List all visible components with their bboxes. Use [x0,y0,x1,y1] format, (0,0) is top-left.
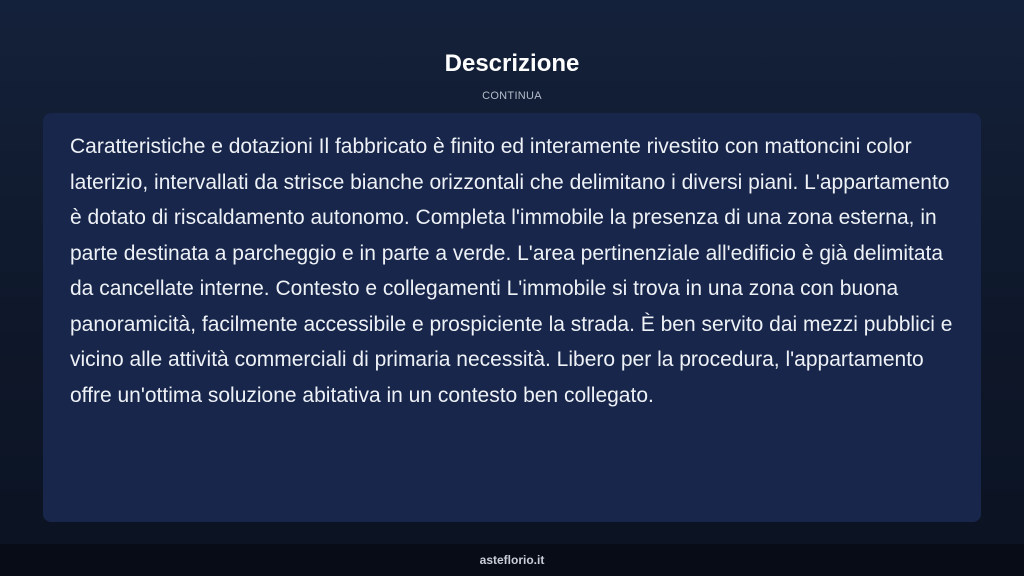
description-card [43,113,981,522]
footer-brand: asteflorio.it [479,553,545,567]
page-title: Descrizione [444,50,580,77]
footer-bar [0,544,1024,576]
continua-label: CONTINUA [482,90,542,102]
description-text: Caratteristiche e dotazioni Il fabbricato è finito ed interamente rivestito con mattoncini color laterizio, intervallati da strisce bianche orizzontali che delimitano i diversi piani. L'appartamento è dotato di riscaldamento autonomo. Completa l'immobile la presenza di una zona esterna, in parte destinata a parcheggio e in parte a verde. L'area pertinenziale all'edificio è già delimitata da cancellate interne. Contesto e collegamenti L'immobile si trova in una zona con buona panoramicità, facilmente accessibile e prospiciente la strada. È ben servito dai mezzi pubblici e vicino alle attività commerciali di primaria necessità. Libero per la procedura, l'appartamento offre un'ottima soluzione abitativa in un contesto ben collegato. [70,135,953,407]
